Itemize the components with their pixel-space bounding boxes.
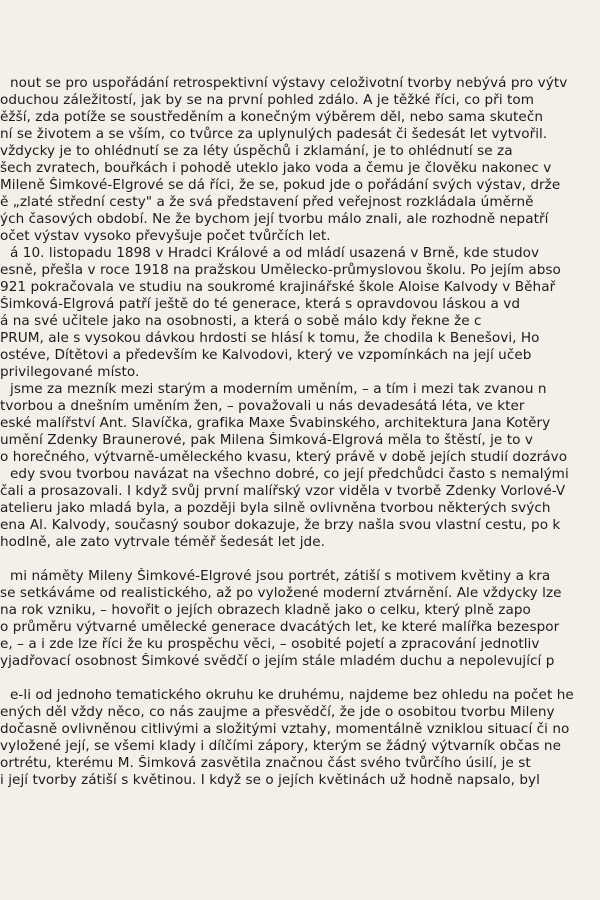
text-line: 921 pokračovala ve studiu na soukromé krajinářské škole Aloise Kalvody v Běhař [0,279,556,295]
text-line: očet výstav vysoko převyšuje počet tvůrčích let. [0,228,331,244]
text-line: á na své učitele jako na osobnosti, a která o sobě málo kdy řekne že c [0,313,482,329]
text-line: tvorbou a dnešním uměním žen, – považovali u nás devadesátá léta, ve kter [0,398,525,414]
paragraph-5 [0,568,600,670]
text-line: umění Zdenky Braunerové, pak Milena Šimková-Elgrová měla to štěstí, je to v [0,432,533,448]
text-line: se setkáváme od realistického, až po vyložené moderní ztvárnění. Ale vždycky lze [0,585,562,601]
text-line: ena Al. Kalvody, současný soubor dokazuje, že brzy našla svou vlastní cestu, po k [0,517,561,533]
text-line: o horečného, výtvarně-uměleckého kvasu, který právě v době jejích studií dozrávo [0,449,568,465]
text-line: ěžší, zda potíže se soustředěním a konečným výběrem děl, nebo sama skutečn [0,109,544,125]
paragraph-1 [0,75,600,245]
text-line: á 10. listopadu 1898 v Hradci Králové a od mládí usazená v Brně, kde studov [10,245,540,261]
text-line: ortrétu, kterému M. Šimková zasvětila značnou část svého tvůrčího úsilí, je st [0,755,531,771]
text-line: e, – a i zde lze říci že ku prospěchu věci, – osobité pojetí a zpracování jednotliv [0,636,540,652]
text-line: ní se životem a se vším, co tvůrce za uplynulých padesát či šedesát let vytvořil. [0,126,548,142]
text-line: esně, přešla v roce 1918 na pražskou Umělecko-průmyslovou školu. Po jejím abso [0,262,561,278]
text-line: jsme za mezník mezi starým a moderním uměním, – a tím i mezi tak zvanou n [10,381,547,397]
text-line: hodlně, ale zato vytrvale téměř šedesát let jde. [0,534,326,550]
text-line: yjadřovací osobnost Šimkové svědčí o jejím stále mladém duchu a nepolevující p [0,653,555,669]
text-line: vždycky je to ohlédnutí se za léty úspěchů i zklamání, je to ohlédnutí se za [0,143,513,159]
paragraph-6 [0,687,600,789]
text-line: čali a prosazovali. I když svůj první malířský vzor viděla v tvorbě Zdenky Vorlové-V [0,483,566,499]
text-line: e-li od jednoho tematického okruhu ke druhému, najdeme bez ohledu na počet he [10,687,574,703]
paragraph-2 [0,245,600,381]
text-line: edy svou tvorbou navázat na všechno dobré, co její předchůdci často s nemalými [10,466,569,482]
text-line: ených děl vždy něco, co nás zaujme a přesvědčí, že jde o osobitou tvorbu Mileny [0,704,555,720]
text-line: ých časových období. Ne že bychom její tvorbu málo znali, ale rozhodně nepatří [0,211,549,227]
paragraph-3 [0,381,600,466]
text-line: Šimková-Elgrová patří ještě do té generace, která s opravdovou láskou a vd [0,296,521,312]
text-line: šech zvratech, bouřkách i pohodě uteklo jako voda a čemu je člověku nakonec v [0,160,552,176]
text-line: i její tvorby zátiší s květinou. I když se o jejích květinách už hodně napsalo, byl [0,772,540,788]
text-line: ě „zlaté střední cesty" a že svá představení před veřejnost rozkládala úměrně [0,194,534,210]
text-line: oduchou záležitostí, jak by se na první pohled zdálo. A je těžké říci, co při tom [0,92,535,108]
text-line: privilegované místo. [0,364,140,380]
text-line: na rok vzniku, – hovořit o jejích obrazech kladně jako o celku, který plně zapo [0,602,531,618]
text-line: ostéve, Dítětovi a především ke Kalvodovi, který ve vzpomínkách na její učeb [0,347,532,363]
text-line: atelieru jako mladá byla, a později byla silně ovlivněna tvorbou některých svých [0,500,551,516]
text-line: PRUM, ale s vysokou dávkou hrdosti se hlásí k tomu, že chodila k Benešovi, Ho [0,330,540,346]
text-line: Mileně Šimkové-Elgrové se dá říci, že se, pokud jde o pořádání svých výstav, drže [0,177,561,193]
text-line: dočasně ovlivněnou citlivými a složitými vztahy, momentálně vzniklou situací či no [0,721,570,737]
text-line: eské malířství Ant. Slavíčka, grafika Maxe Švabinského, architektura Jana Kotěry [0,415,551,431]
text-line: o průměru výtvarné umělecké generace dvacátých let, ke které malířka bezespor [0,619,560,635]
text-line: vyložené její, se všemi klady i dílčími zápory, kterým se žádný výtvarník občas ne [0,738,562,754]
text-line: mi náměty Mileny Šimkové-Elgrové jsou portrét, zátiší s motivem květiny a kra [10,568,551,584]
paragraph-4 [0,466,600,551]
text-line: nout se pro uspořádání retrospektivní výstavy celoživotní tvorby nebývá pro výtv [10,75,568,91]
